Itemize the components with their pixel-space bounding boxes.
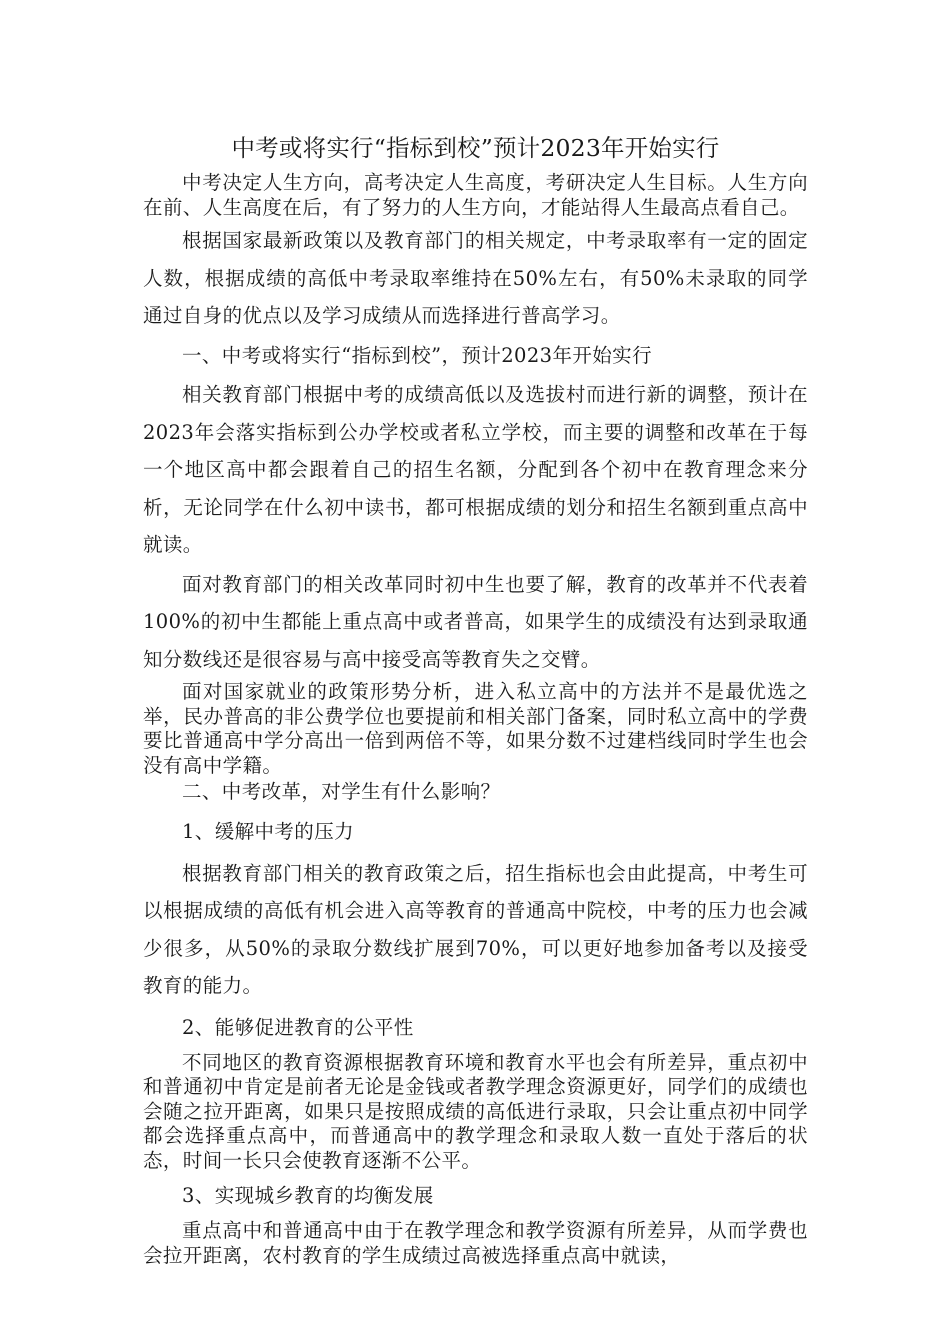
- paragraph-adjustment: 相关教育部门根据中考的成绩高低以及选拔村而进行新的调整，预计在2023年会落实指标到公办学校或者私立学校，而主要的调整和改革在于每一个地区高中都会跟着自己的招生名额，分配到各个初中在教育理念来分析，无论同学在什么初中读书，都可根据成绩的划分和招生名额到重点高中就读。: [143, 383, 808, 556]
- subheading-1: 1、缓解中考的压力: [182, 819, 355, 843]
- paragraph-admission-rate: 根据国家最新政策以及教育部门的相关规定，中考录取率有一定的固定人数，根据成绩的高低中考录取率维持在50%左右，有50%未录取的同学通过自身的优点以及学习成绩从而选择进行普高学习。: [143, 229, 808, 327]
- section-heading-1: 一、中考或将实行“指标到校”，预计2023年开始实行: [182, 343, 652, 367]
- paragraph-relieve-pressure: 根据教育部门相关的教育政策之后，招生指标也会由此提高，中考生可以根据成绩的高低有机会进入高等教育的普通高中院校，中考的压力也会减少很多，从50%的录取分数线扩展到70%，可以更好地参加备考以及接受教育的能力。: [143, 861, 808, 997]
- paragraph-fairness: 不同地区的教育资源根据教育环境和教育水平也会有所差异，重点初中和普通初中肯定是前者无论是金钱或者教学理念资源更好，同学们的成绩也会随之拉开距离，如果只是按照成绩的高低进行录取，只会让重点初中同学都会选择重点高中，而普通高中的教学理念和录取人数一直处于落后的状态，时间一长只会使教育逐渐不公平。: [143, 1050, 808, 1172]
- section-heading-2: 二、中考改革，对学生有什么影响？: [182, 780, 501, 803]
- document-title: 中考或将实行“指标到校”预计2023年开始实行: [231, 134, 720, 162]
- paragraph-intro: 中考决定人生方向，高考决定人生高度，考研决定人生目标。人生方向在前、人生高度在后，有了努力的人生方向，才能站得人生最高点看自己。: [143, 171, 808, 219]
- paragraph-private-school: 面对国家就业的政策形势分析，进入私立高中的方法并不是最优选之举，民办普高的非公费学位也要提前和相关部门备案，同时私立高中的学费要比普通高中学分高出一倍到两倍不等，如果分数不过建档线同时学生也会没有高中学籍。: [143, 680, 808, 777]
- paragraph-urban-rural: 重点高中和普通高中由于在教学理念和教学资源有所差异，从而学费也会拉开距离，农村教育的学生成绩过高被选择重点高中就读，: [143, 1219, 808, 1267]
- subheading-2: 2、能够促进教育的公平性: [182, 1015, 414, 1039]
- subheading-3: 3、实现城乡教育的均衡发展: [182, 1184, 434, 1207]
- paragraph-reform-awareness: 面对教育部门的相关改革同时初中生也要了解，教育的改革并不代表着100%的初中生都能上重点高中或者普高，如果学生的成绩没有达到录取通知分数线还是很容易与高中接受高等教育失之交臂。: [143, 572, 808, 671]
- document-body: [143, 131, 808, 1268]
